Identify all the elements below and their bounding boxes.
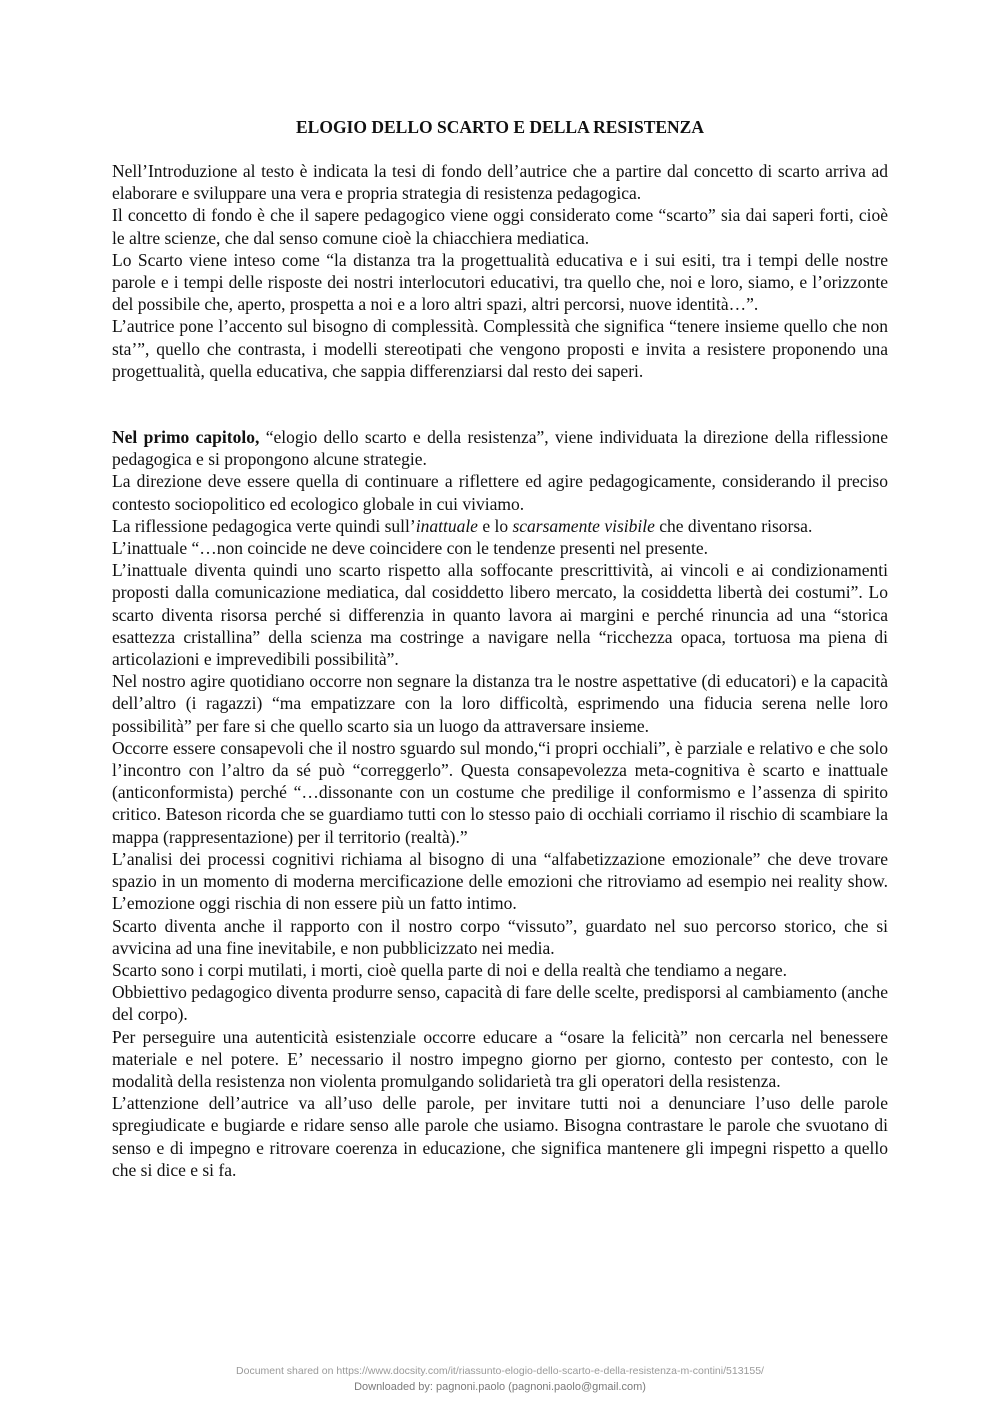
chapter-lead-text: “elogio dello scarto e della resistenza”, viene individuata la direzione della riflessione pedagogica e si propongono alcune strategie.	[112, 427, 888, 470]
riflessione-text-c: che diventano risorsa.	[654, 515, 813, 536]
chapter-paragraph: Scarto sono i corpi mutilati, i morti, cioè quella parte di noi e della realtà che tendiamo a negare.	[112, 959, 787, 980]
chapter-paragraph: L’inattuale diventa quindi uno scarto rispetto alla soffocante prescrittività, ai vincoli e ai condizionamenti proposti dalla comunicazione mediatica, dal cosiddetto libero mercato, la cosiddetta libertà dei costumi”. Lo scarto diventa risorsa perché si differenzia in quanto lavora ai margini e perché rinuncia ad una “storica esattezza cristallina” della scienza ma costringe a navigare nella “ricchezza opaca, tortuosa ma piena di articolazioni e imprevedibili possibilità”.	[112, 560, 888, 670]
chapter-paragraph-riflessione	[112, 515, 888, 537]
riflessione-italic-visibile: scarsamente visibile	[512, 515, 655, 536]
intro-paragraph: L’autrice pone l’accento sul bisogno di complessità. Complessità che significa “tenere insieme quello che non sta’”, quello che contrasta, i modelli stereotipati che vengono proposti e invita a resistere proponendo una progettualità, quella educativa, che sappia differenziarsi dal resto dei saperi.	[112, 316, 888, 381]
section-gap	[112, 382, 888, 426]
riflessione-italic-inattuale: inattuale	[415, 515, 478, 536]
chapter-lead-bold: Nel primo capitolo,	[112, 427, 260, 448]
intro-paragraph: Il concetto di fondo è che il sapere pedagogico viene oggi considerato come “scarto” sia dai saperi forti, cioè le altre scienze, che dal senso comune cioè la chiacchiera mediatica.	[112, 205, 888, 248]
document-title: ELOGIO DELLO SCARTO E DELLA RESISTENZA	[295, 117, 704, 137]
chapter-paragraph: L’analisi dei processi cognitivi richiama al bisogno di una “alfabetizzazione emozionale” che deve trovare spazio in un momento di moderna mercificazione delle emozioni che ritroviamo ad esempio nei reality show. L’emozione oggi rischia di non essere più un fatto intimo.	[112, 848, 888, 914]
footer-downloaded-by: Downloaded by: pagnoni.paolo (pagnoni.paolo@gmail.com)	[354, 1381, 646, 1393]
chapter-lead-paragraph	[112, 426, 888, 470]
chapter-paragraph: Occorre essere consapevoli che il nostro sguardo sul mondo,“i propri occhiali”, è parziale e relativo e che solo l’incontro con l’altro da sé può “correggerlo”. Questa consapevolezza meta-cognitiva è scarto e inattuale (anticonformista) perché “…dissonante con un costume che predilige il conformismo e l’assenza di spirito critico. Bateson ricorda che se guardiamo tutti con lo stesso paio di occhiali corriamo il rischio di scambiare la mappa (rappresentazione) per il territorio (realtà).”	[112, 737, 888, 847]
chapter-paragraph: Nel nostro agire quotidiano occorre non segnare la distanza tra le nostre aspettative (di educatori) e la capacità dell’altro (i ragazzi) “ma empatizzare con la loro difficoltà, esprimendo una fiducia serena nelle loro possibilità” per fare si che quello scarto sia un luogo da attraversare insieme.	[112, 671, 888, 736]
riflessione-text-a: La riflessione pedagogica verte quindi sull’	[112, 515, 416, 536]
chapter-paragraph: La direzione deve essere quella di continuare a riflettere ed agire pedagogicamente, considerando il preciso contesto sociopolitico ed ecologico globale in cui viviamo.	[112, 471, 888, 514]
chapter-paragraph: Scarto diventa anche il rapporto con il nostro corpo “vissuto”, guardato nel suo percorso storico, che si avvicina ad una fine inevitabile, e non pubblicizzato nei media.	[112, 915, 888, 958]
intro-paragraph: Lo Scarto viene inteso come “la distanza tra la progettualità educativa e i sui esiti, tra i tempi delle nostre parole e i tempi delle risposte dei nostri interlocutori educativi, tra quello che, noi e loro, siamo, e l’orizzonte del possibile che, aperto, prospetta a noi e a loro altri spazi, altri percorsi, nuove identità…”.	[112, 249, 888, 315]
chapter-paragraph: Obbiettivo pedagogico diventa produrre senso, capacità di fare delle scelte, predisporsi al cambiamento (anche del corpo).	[112, 982, 888, 1025]
chapter-paragraph: Per perseguire una autenticità esistenziale occorre educare a “osare la felicità” non cercarla nel benessere materiale e nel potere. E’ necessario il nostro impegno giorno per giorno, contesto per contesto, con le modalità della resistenza non violenta promulgando solidarietà tra gli operatori della resistenza.	[112, 1026, 888, 1091]
intro-paragraph: Nell’Introduzione al testo è indicata la tesi di fondo dell’autrice che a partire dal concetto di scarto arriva ad elaborare e sviluppare una vera e propria strategia di resistenza pedagogica.	[112, 161, 888, 204]
chapter-paragraph: L’inattuale “…non coincide ne deve coincidere con le tendenze presenti nel presente.	[112, 538, 709, 559]
riflessione-text-b: e lo	[477, 515, 513, 536]
footer-shared-link[interactable]: Document shared on https://www.docsity.com/it/riassunto-elogio-dello-scarto-e-della-resistenza-m-contini/513155/	[236, 1365, 764, 1377]
document-body	[112, 160, 888, 1181]
chapter-paragraph: L’attenzione dell’autrice va all’uso delle parole, per invitare tutti noi a denunciare l’uso delle parole spregiudicate e bugiarde e ridare senso alle parole che usiamo. Bisogna contrastare le parole che svuotano di senso e di impegno e ritrovare coerenza in educazione, che significa mantenere gli impegni rispetto a quello che si dice e si fa.	[112, 1093, 888, 1180]
